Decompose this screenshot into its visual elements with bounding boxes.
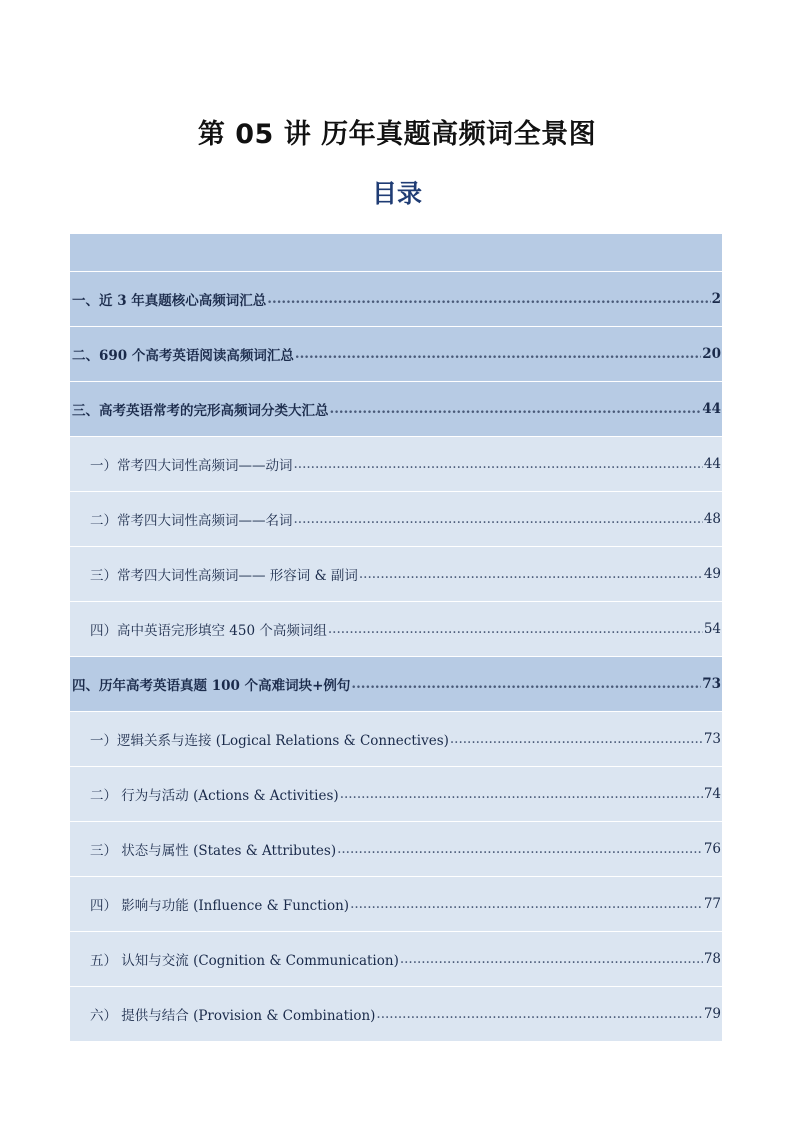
toc-subentry[interactable] bbox=[70, 547, 722, 602]
toc-entry-label: 一）常考四大词性高频词——动词 bbox=[90, 458, 293, 474]
toc-entry-label: 一、近 3 年真题核心高频词汇总 bbox=[72, 293, 267, 309]
toc-entry-page: 79 bbox=[703, 1006, 721, 1022]
toc-leader-dots bbox=[340, 786, 703, 802]
toc-entry-page: 20 bbox=[702, 346, 721, 362]
toc-entry[interactable] bbox=[70, 382, 722, 437]
toc-leader-dots bbox=[330, 401, 702, 417]
toc-entry-page: 73 bbox=[703, 731, 721, 747]
document-title: 第 05 讲 历年真题高频词全景图 bbox=[197, 119, 597, 150]
toc-entry-label: 三、高考英语常考的完形高频词分类大汇总 bbox=[72, 403, 329, 419]
toc-leader-dots bbox=[350, 896, 703, 912]
toc-leader-dots bbox=[400, 951, 703, 967]
toc-leader-dots bbox=[359, 566, 703, 582]
toc-entry-page: 49 bbox=[703, 566, 721, 582]
toc-entry-page: 48 bbox=[703, 511, 721, 527]
toc-entry-page: 74 bbox=[703, 786, 721, 802]
toc-entry-label: 二）常考四大词性高频词——名词 bbox=[90, 513, 293, 529]
toc-entry-page: 44 bbox=[703, 456, 721, 472]
toc-leader-dots bbox=[337, 841, 703, 857]
toc-entry-label: 一）逻辑关系与连接 (Logical Relations & Connectives) bbox=[90, 733, 449, 749]
toc-entry[interactable] bbox=[70, 272, 722, 327]
toc-entry-page: 44 bbox=[702, 401, 721, 417]
toc-entry-label: 二） 行为与活动 (Actions & Activities) bbox=[90, 788, 339, 804]
table-of-contents bbox=[70, 234, 722, 1042]
toc-subentry[interactable] bbox=[70, 877, 722, 932]
toc-entry[interactable] bbox=[70, 327, 722, 382]
toc-subentry[interactable] bbox=[70, 492, 722, 547]
toc-leader-dots bbox=[328, 621, 703, 637]
toc-entry-label: 五） 认知与交流 (Cognition & Communication) bbox=[90, 953, 399, 969]
toc-leader-dots bbox=[376, 1006, 702, 1022]
toc-subentry[interactable] bbox=[70, 437, 722, 492]
toc-heading: 目录 bbox=[371, 179, 422, 208]
toc-leader-dots bbox=[294, 511, 703, 527]
toc-entry-label: 三）常考四大词性高频词—— 形容词 & 副词 bbox=[90, 568, 358, 584]
toc-subentry[interactable] bbox=[70, 602, 722, 657]
toc-header-row bbox=[70, 234, 722, 272]
toc-subentry[interactable] bbox=[70, 987, 722, 1042]
toc-subentry[interactable] bbox=[70, 822, 722, 877]
toc-entry-label: 六） 提供与结合 (Provision & Combination) bbox=[90, 1008, 376, 1024]
toc-entry-page: 54 bbox=[703, 621, 721, 637]
toc-leader-dots bbox=[450, 731, 703, 747]
toc-entry-label: 四） 影响与功能 (Influence & Function) bbox=[90, 898, 350, 914]
toc-leader-dots bbox=[294, 456, 703, 472]
toc-entry-page: 2 bbox=[711, 291, 721, 307]
toc-subentry[interactable] bbox=[70, 767, 722, 822]
toc-entry-page: 73 bbox=[702, 676, 721, 692]
toc-leader-dots bbox=[295, 346, 701, 362]
toc-entry-page: 76 bbox=[703, 841, 721, 857]
toc-entry-label: 四、历年高考英语真题 100 个高难词块+例句 bbox=[72, 678, 351, 694]
toc-entry-page: 77 bbox=[703, 896, 721, 912]
toc-entry-label: 三） 状态与属性 (States & Attributes) bbox=[90, 843, 337, 859]
toc-entry-label: 二、690 个高考英语阅读高频词汇总 bbox=[72, 348, 294, 364]
toc-entry-label: 四）高中英语完形填空 450 个高频词组 bbox=[90, 623, 327, 639]
toc-leader-dots bbox=[267, 291, 710, 307]
toc-entry-page: 78 bbox=[703, 951, 721, 967]
toc-subentry[interactable] bbox=[70, 932, 722, 987]
toc-leader-dots bbox=[351, 676, 701, 692]
toc-subentry[interactable] bbox=[70, 712, 722, 767]
toc-entry[interactable] bbox=[70, 657, 722, 712]
